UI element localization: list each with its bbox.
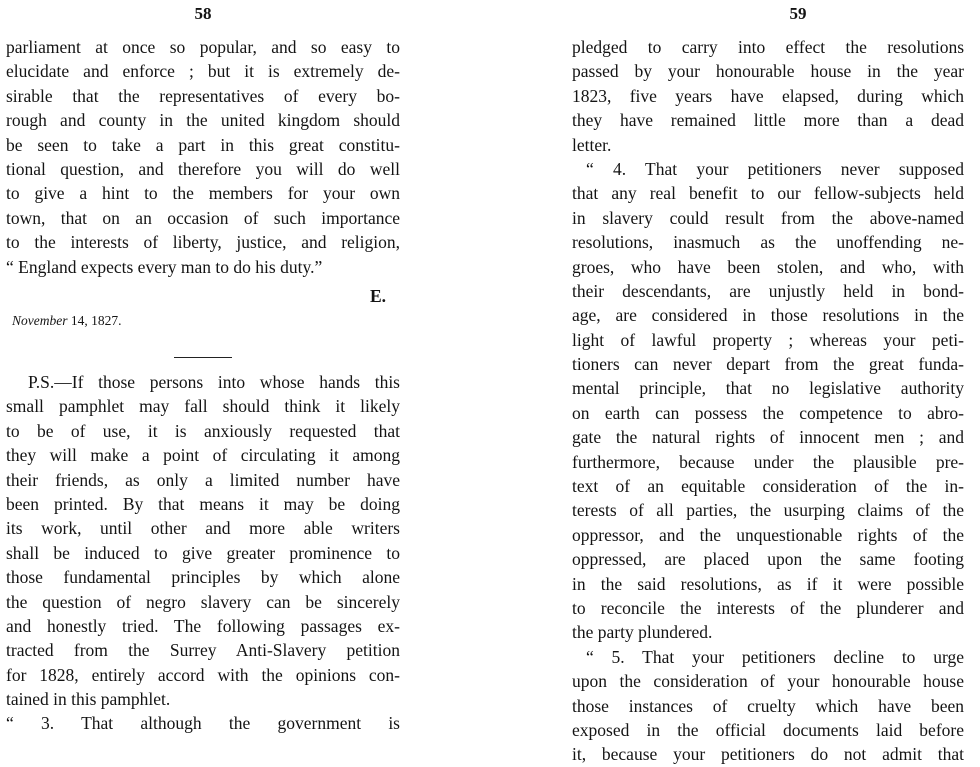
- text-line: the question of negro slavery can be sincerely: [6, 591, 400, 612]
- text-line: text of an equitable consideration of the in-: [572, 476, 964, 497]
- text-line: oppressed, are placed upon the same footing: [572, 549, 964, 570]
- text-line: to give a hint to the members for your own: [6, 183, 400, 204]
- text-line: oppressor, and the unquestionable rights of the: [572, 524, 964, 545]
- right-page: [490, 0, 980, 765]
- text-line: “ 3. That although the government is: [6, 713, 400, 734]
- text-line: be seen to take a part in this great constitu-: [6, 134, 400, 155]
- text-line: tioners can never depart from the great funda-: [572, 354, 964, 375]
- right-text-block-petition: [572, 35, 964, 767]
- text-line: age, are considered in those resolutions in the: [572, 305, 964, 326]
- text-line: P.S.—If those persons into whose hands this: [28, 372, 400, 392]
- text-line: town, that on an occasion of such importance: [6, 207, 400, 228]
- page-number-left: 58: [194, 4, 212, 23]
- left-text-block-postscript: [6, 370, 400, 736]
- text-line: they will make a point of circulating it among: [6, 445, 400, 466]
- text-line: terests of all parties, the usurping claims of the: [572, 500, 964, 521]
- text-line: for 1828, entirely accord with the opinions con-: [6, 664, 400, 685]
- text-line: those instances of cruelty which have been: [572, 695, 964, 716]
- text-line: in the said resolutions, as if it were possible: [572, 573, 964, 594]
- signature: E.: [370, 286, 387, 306]
- text-line: they have remained little more than a dead: [572, 110, 964, 131]
- text-line: that any real benefit to our fellow-subjects held: [572, 183, 964, 204]
- text-line: their friends, as only a limited number have: [6, 469, 400, 490]
- text-line: to the interests of liberty, justice, and religion,: [6, 232, 400, 253]
- text-line: tained in this pamphlet.: [6, 689, 171, 710]
- text-line: upon the consideration of your honourable house: [572, 671, 964, 692]
- text-line: mental principle, that no legislative authority: [572, 378, 964, 399]
- dateline: [12, 313, 121, 329]
- text-line: the party plundered.: [572, 622, 713, 643]
- text-line: furthermore, because under the plausible pre-: [572, 451, 964, 472]
- date-month: November: [12, 313, 68, 328]
- text-line: to be of use, it is anxiously requested that: [6, 420, 400, 441]
- text-line: groes, who have been stolen, and who, with: [572, 256, 964, 277]
- text-line: in slavery could result from the above-named: [572, 207, 964, 228]
- text-line: passed by your honourable house in the year: [572, 61, 964, 82]
- left-page: [0, 0, 490, 760]
- page-number-right: 59: [789, 4, 807, 23]
- text-line: to reconcile the interests of the plunderer and: [572, 597, 964, 618]
- text-line: those fundamental principles by which alone: [6, 567, 400, 588]
- text-line: small pamphlet may fall should think it likely: [6, 396, 400, 417]
- text-line: gate the natural rights of innocent men ; and: [572, 427, 964, 448]
- text-line: sirable that the representatives of every bo-: [6, 85, 400, 106]
- text-line: “ England expects every man to do his duty.”: [6, 256, 323, 277]
- text-line: resolutions, inasmuch as the unoffending ne-: [572, 232, 964, 253]
- text-line: its work, until other and more able writers: [6, 518, 400, 539]
- text-line: pledged to carry into effect the resolutions: [572, 37, 964, 57]
- text-line: tracted from the Surrey Anti-Slavery petition: [6, 640, 400, 661]
- text-line: been printed. By that means it may be doing: [6, 493, 400, 514]
- text-line: tional question, and therefore you will do well: [6, 158, 400, 179]
- text-line: “ 4. That your petitioners never supposed: [586, 158, 964, 179]
- text-line: elucidate and enforce ; but it is extremely de-: [6, 61, 400, 82]
- date-rest: 14, 1827.: [67, 313, 122, 328]
- text-line: light of lawful property ; whereas your peti-: [572, 329, 964, 350]
- text-line: “ 5. That your petitioners decline to urge: [586, 646, 964, 667]
- text-line: exposed in the official documents laid before: [572, 719, 964, 740]
- text-line: rough and county in the united kingdom should: [6, 110, 400, 131]
- text-line: parliament at once so popular, and so easy to: [6, 37, 400, 57]
- section-divider: [174, 357, 232, 358]
- text-line: their descendants, are unjustly held in bond-: [572, 280, 964, 301]
- text-line: and honestly tried. The following passages ex-: [6, 615, 400, 636]
- left-text-block-letter: [6, 35, 400, 279]
- text-line: 1823, five years have elapsed, during which: [572, 85, 964, 106]
- text-line: it, because your petitioners do not admit that: [572, 744, 964, 765]
- text-line: letter.: [572, 134, 612, 155]
- text-line: shall be induced to give greater prominence to: [6, 542, 400, 563]
- text-line: on earth can possess the competence to abro-: [572, 402, 964, 423]
